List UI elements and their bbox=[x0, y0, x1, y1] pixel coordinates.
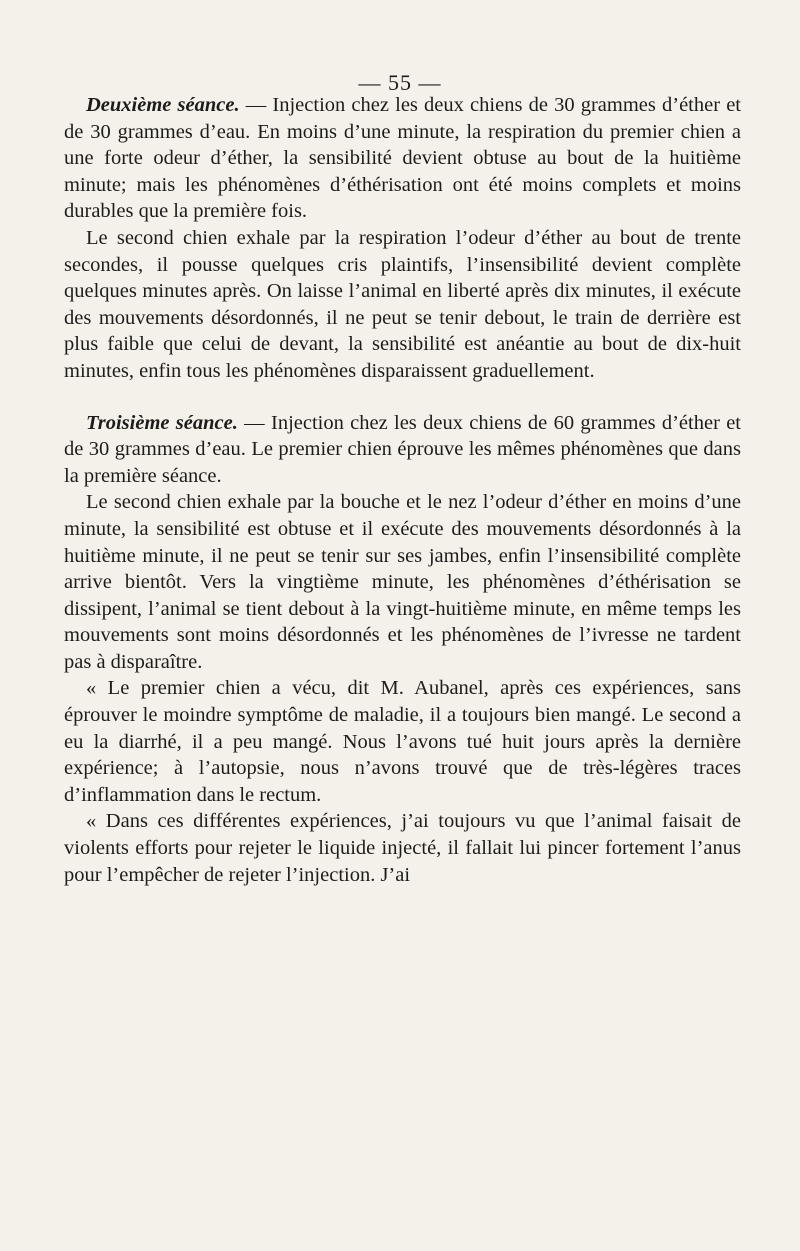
paragraph-troisieme-seance bbox=[64, 410, 741, 490]
paragraph-second-chien-2: Le second chien exhale par la bouche et le nez l’odeur d’éther en moins d’une minute, la sensibilité est obtuse et il exécute des mouvements désordonnés à la huitième minute, il ne peut se tenir sur ses jambes, enfin l’insensibilité complète arrive bientôt. Vers la vingtième minute, les phénomènes d’éthérisation se dissipent, l’animal se tient debout à la vingt-huitième minute, en même temps les mouvements sont moins désordonnés et les phénomènes de l’ivresse ne tardent pas à disparaître. bbox=[64, 491, 741, 673]
paragraph-text: — Injection chez les deux chiens de 60 grammes d’éther et de 30 grammes d’eau. Le premier chien éprouve les mêmes phénomènes que dans la première séance. bbox=[64, 411, 742, 487]
paragraph-quote-experiences: « Dans ces différentes expériences, j’ai toujours vu que l’animal faisait de violents efforts pour rejeter le liquide injecté, il fallait lui pincer fortement l’anus pour l’empêcher de rejeter l’injection. J’ai bbox=[64, 810, 741, 886]
paragraph-quote-aubanel: « Le premier chien a vécu, dit M. Aubanel, après ces expériences, sans éprouver le moindre symptôme de maladie, il a toujours bien mangé. Le second a eu la diarrhé, il a peu mangé. Nous l’avons tué huit jours après la dernière expérience; à l’autopsie, nous n’avons trouvé que de très-légères traces d’inflammation dans le rectum. bbox=[64, 677, 741, 806]
paragraph-second-chien-1: Le second chien exhale par la respiration l’odeur d’éther au bout de trente secondes, il pousse quelques cris plaintifs, l’insensibilité devient complète quelques minutes après. On laisse l’animal en liberté après dix minutes, il exécute des mouvements désordonnés, il ne peut se tenir debout, le train de derrière est plus faible que celui de devant, la sensibilité est anéantie au bout de dix-huit minutes, enfin tous les phénomènes disparaissent graduellement. bbox=[64, 226, 741, 382]
paragraph-text: — Injection chez les deux chiens de 30 grammes d’éther et de 30 grammes d’eau. En moins d’une minute, la respiration du premier chien a une forte odeur d’éther, la sensibilité devient obtuse au bout de la huitième minute; mais les phénomènes d’éthérisation ont été moins complets et moins durables que la première fois. bbox=[64, 94, 742, 223]
page-number: — 55 — bbox=[358, 70, 442, 95]
section-heading-deuxieme-seance: Deuxième séance. bbox=[86, 94, 240, 116]
body-text bbox=[64, 92, 741, 888]
section-heading-troisieme-seance: Troisième séance. bbox=[86, 411, 238, 434]
paragraph-deuxieme-seance bbox=[64, 92, 741, 225]
section-spacer bbox=[64, 385, 741, 410]
